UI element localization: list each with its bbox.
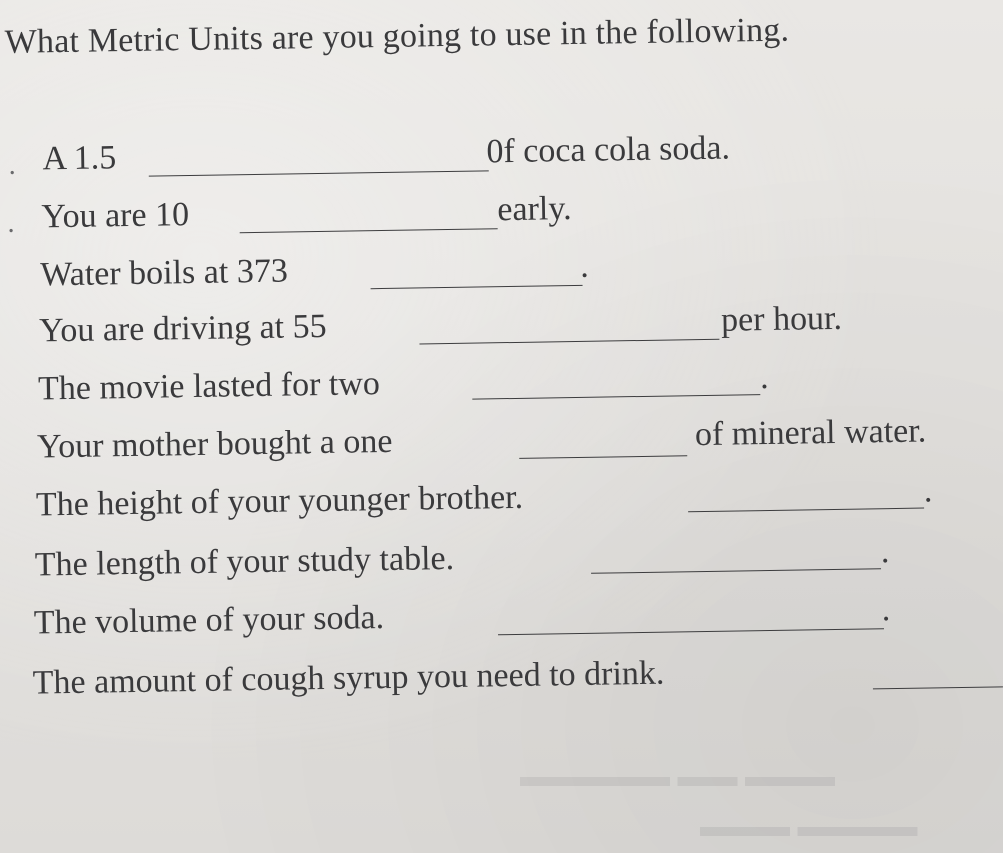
answer-blank[interactable] [240, 228, 498, 233]
margin-mark: . [8, 149, 16, 181]
answer-blank[interactable] [419, 339, 719, 345]
answer-blank[interactable] [519, 455, 687, 459]
answer-blank[interactable] [688, 508, 924, 513]
question-text: The movie lasted for two [37, 365, 381, 408]
question-text: The volume of your soda. [33, 599, 385, 642]
question-text-after: 0f coca cola soda. [486, 129, 731, 171]
question-text: The length of your study table. [34, 539, 455, 584]
margin-mark: . [7, 207, 15, 239]
bleed-through-texture: ▬▬▬ ▬▬ ▬▬▬▬▬ [520, 760, 835, 793]
question-text-after: early. [497, 190, 572, 229]
answer-blank[interactable] [371, 285, 583, 289]
question-text: Your mother bought a one [36, 422, 393, 466]
answer-blank[interactable] [149, 170, 489, 176]
answer-blank[interactable] [873, 686, 1003, 689]
bleed-through-texture: ▬▬▬▬ ▬▬▬ [700, 810, 918, 843]
question-text-after: . [579, 247, 590, 285]
question-text: You are 10 [41, 196, 190, 236]
question-text: The height of your younger brother. [35, 478, 524, 524]
question-text: A 1.5 [42, 139, 117, 178]
question-text: The amount of cough syrup you need to drink. [32, 654, 665, 702]
answer-blank[interactable] [498, 628, 884, 635]
question-text: You are driving at 55 [38, 307, 327, 350]
question-text-after: of mineral water. [694, 412, 927, 454]
answer-blank[interactable] [472, 394, 760, 400]
worksheet-heading: What Metric Units are you going to use in the following. [4, 11, 790, 61]
question-text-after: . [881, 591, 891, 629]
question-text-after: . [759, 358, 769, 397]
question-text-after: . [880, 533, 890, 571]
answer-blank[interactable] [591, 568, 881, 574]
question-text-after: . [923, 472, 933, 510]
question-text: Water boils at 373 [40, 252, 289, 294]
question-text-after: per hour. [720, 299, 843, 339]
